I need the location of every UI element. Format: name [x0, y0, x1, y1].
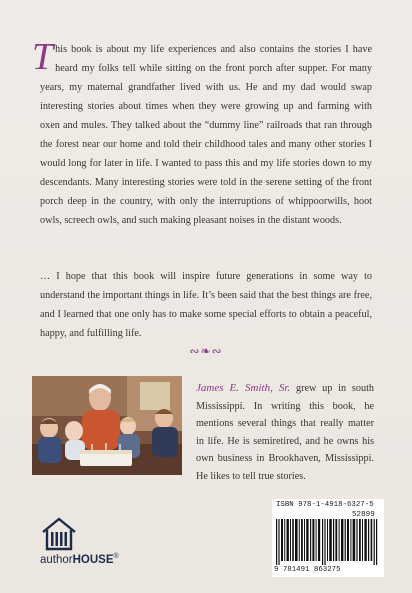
closing-paragraph: … I hope that this book will inspire future generations in some way to understand the important things in life. It’s been said that the best things are free, and I learned that one only has to make some special efforts to obtain a peaceful, happy, and fulfilling life.	[40, 271, 372, 339]
price-code: 52899	[352, 511, 375, 519]
drop-cap: T	[32, 36, 54, 78]
author-family-photo	[32, 376, 182, 475]
intro-paragraph	[32, 36, 372, 230]
author-bio-text: grew up in south Mississippi. In writing this book, he mentions several things that really matter in life. He is semiretired, and he owns his own business in Brookhaven, Mississippi. He likes to tell true stories.	[196, 383, 374, 482]
barcode-bars	[276, 519, 380, 565]
intro-text: his book is about my life experiences and also contains the stories I have heard my folks tell while sitting on the front porch after supper. For many years, my maternal grandfather lived with us. He and my dad would swap interesting stories about times when they were growing up and farming with oxen and mules. They talked about the “dummy line” railroads that ran through the forest near our home and told their childhood tales and many other stories I would long for later in life. I wanted to pass this and my life stories down to my descendants. Many interesting stories were told in the serene setting of the front porch deep in the country, with only the interruptions of whippoorwills, hoot owls, screech owls, and such making pleasant noises in the distant woods.	[40, 44, 372, 226]
house-logo-icon	[40, 515, 78, 553]
barcode-number: 9 781491 863275	[274, 566, 341, 574]
author-name: James E. Smith, Sr.	[196, 382, 291, 394]
isbn-barcode	[272, 499, 384, 577]
publisher-logo	[40, 515, 140, 575]
publisher-name: authorHOUSE®	[40, 553, 119, 566]
author-bio	[196, 380, 374, 486]
ornament-divider: ∾❧∾	[189, 344, 223, 358]
isbn-label: ISBN 978-1-4918-6327-5	[276, 501, 374, 509]
